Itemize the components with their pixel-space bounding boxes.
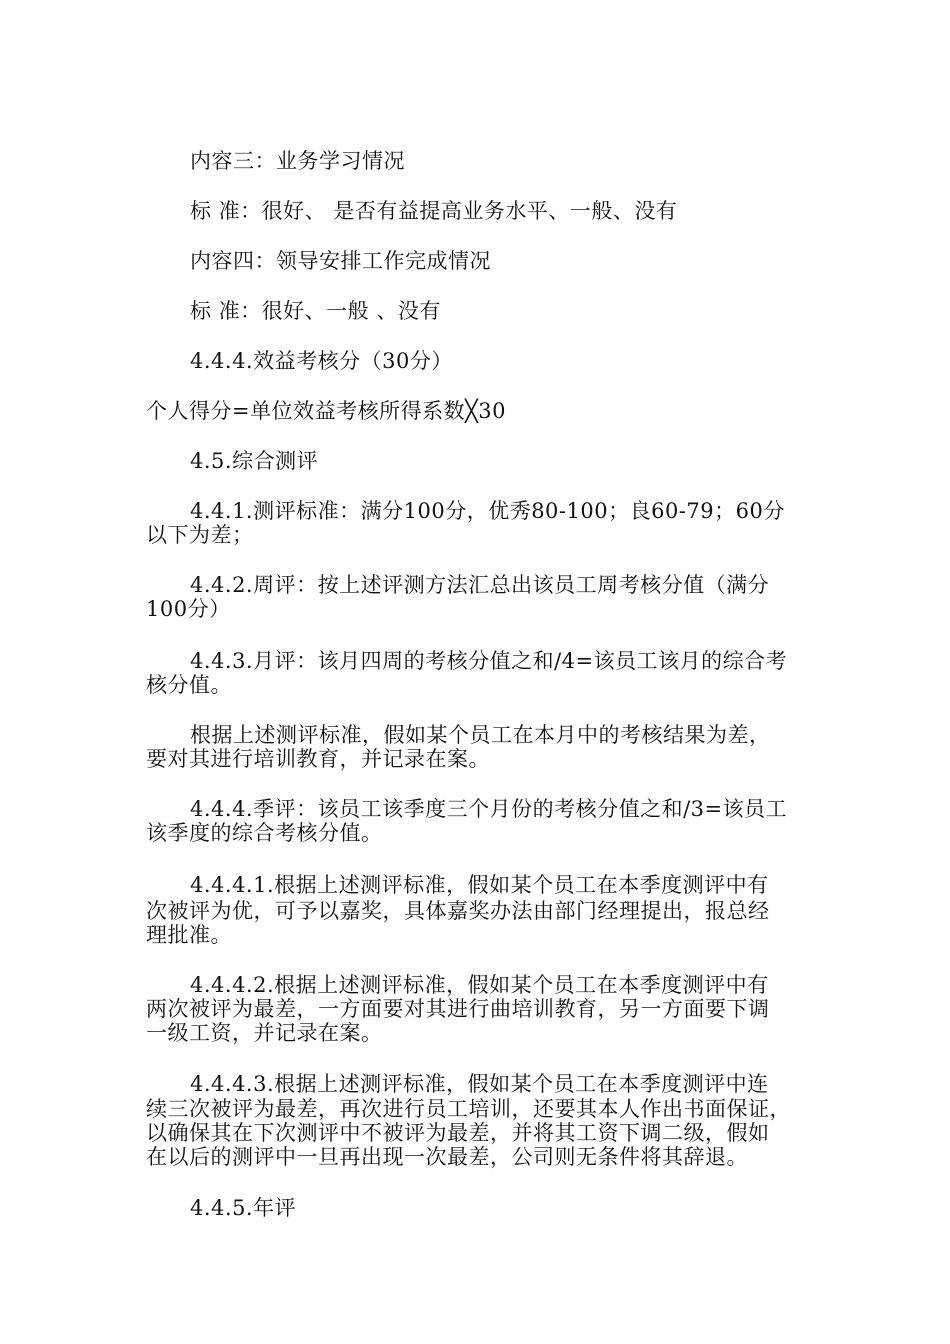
content-four-heading: 内容四：领导安排工作完成情况 [190,249,491,273]
personal-score-formula: 个人得分=单位效益考核所得系数╳30 [146,399,506,423]
section-4-5-heading: 4.5.综合测评 [190,449,319,473]
quarterly-rule-1-line-2: 次被评为优，可予以嘉奖，具体嘉奖办法由部门经理提出，报总经 [146,899,770,923]
content-three-heading: 内容三：业务学习情况 [190,149,405,173]
quarterly-rule-2-line-2: 两次被评为最差，一方面要对其进行曲培训教育，另一方面要下调 [146,997,770,1021]
quarterly-rule-1-line-3: 理批准。 [146,923,232,947]
content-four-standard: 标 准：很好、一般 、没有 [190,299,441,323]
annual-review-heading: 4.4.5.年评 [190,1196,297,1220]
monthly-note-line-2: 要对其进行培训教育，并记录在案。 [146,747,490,771]
evaluation-standard-line-1: 4.4.1.测评标准：满分100分，优秀80-100；良60-79；60分 [190,499,785,523]
evaluation-standard-line-2: 以下为差； [146,523,254,547]
monthly-review-line-2: 核分值。 [146,673,232,697]
quarterly-rule-3-line-2: 续三次被评为最差，再次进行员工培训，还要其本人作出书面保证， [146,1097,791,1121]
content-three-standard: 标 准：很好、 是否有益提高业务水平、一般、没有 [190,199,678,223]
quarterly-rule-2-line-1: 4.4.4.2.根据上述测评标准，假如某个员工在本季度测评中有 [190,973,769,997]
quarterly-review-line-2: 该季度的综合考核分值。 [146,821,383,845]
quarterly-rule-3-line-4: 在以后的测评中一旦再出现一次最差，公司则无条件将其辞退。 [146,1145,748,1169]
monthly-review-line-1: 4.4.3.月评：该月四周的考核分值之和/4=该员工该月的综合考 [190,649,788,673]
quarterly-rule-2-line-3: 一级工资，并记录在案。 [146,1021,383,1045]
section-4-4-4-heading: 4.4.4.效益考核分（30分） [190,349,453,373]
quarterly-rule-3-line-1: 4.4.4.3.根据上述测评标准，假如某个员工在本季度测评中连 [190,1072,769,1096]
weekly-review-line-2: 100分） [146,597,231,621]
monthly-note-line-1: 根据上述测评标准，假如某个员工在本月中的考核结果为差， [190,723,771,747]
quarterly-rule-1-line-1: 4.4.4.1.根据上述测评标准，假如某个员工在本季度测评中有 [190,873,769,897]
quarterly-rule-3-line-3: 以确保其在下次测评中不被评为最差，并将其工资下调二级，假如 [146,1121,770,1145]
weekly-review-line-1: 4.4.2.周评：按上述评测方法汇总出该员工周考核分值（满分 [190,573,770,597]
quarterly-review-line-1: 4.4.4.季评：该员工该季度三个月份的考核分值之和/3=该员工 [190,797,788,821]
